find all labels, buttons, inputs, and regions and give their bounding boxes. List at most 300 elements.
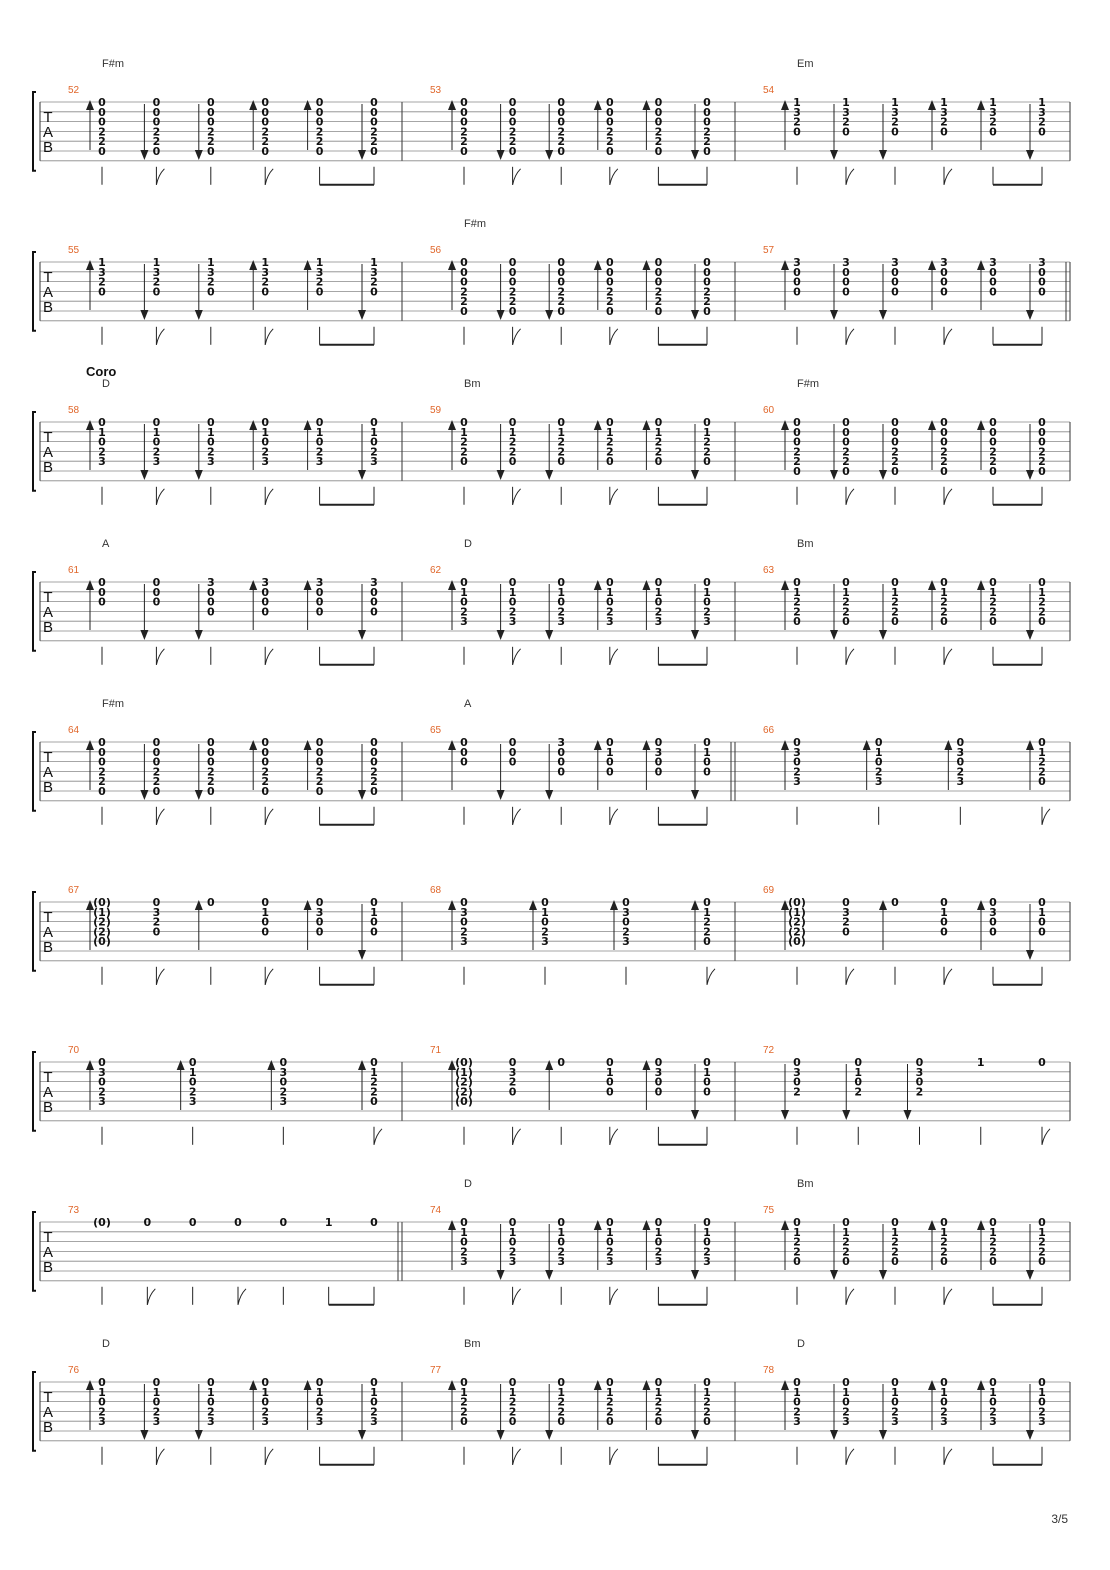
strum-down-arrow — [830, 470, 838, 480]
strum-down-arrow — [1026, 630, 1034, 640]
fret-number: 0 — [315, 915, 324, 929]
fret-number: 0 — [654, 305, 663, 318]
strum-down-arrow — [545, 310, 553, 320]
fret-number: 2 — [956, 765, 965, 779]
fret-number: 0 — [605, 145, 614, 158]
fret-number: 2 — [891, 455, 899, 469]
fret-number: 2 — [315, 275, 324, 289]
fret-number: 1 — [854, 1065, 863, 1079]
fret-number: 0 — [508, 275, 517, 289]
fret-number: 0 — [508, 105, 517, 119]
fret-number: 0 — [891, 275, 899, 289]
fret-number: 2 — [206, 275, 215, 289]
fret-number: 2 — [370, 775, 378, 789]
fret-number: 2 — [940, 455, 948, 469]
strum-up-arrow — [928, 420, 936, 430]
fret-number: 0 — [460, 115, 468, 129]
fret-number: 0 — [152, 576, 161, 589]
tab-clef-letter: T — [43, 429, 53, 446]
fret-number: 2 — [842, 445, 850, 459]
fret-number: 0 — [605, 1415, 614, 1429]
strum-down-arrow — [691, 1430, 699, 1440]
tab-clef-letter: A — [42, 284, 54, 301]
fret-number: 0 — [370, 605, 378, 619]
chord-name: Em — [797, 58, 814, 70]
fret-number: 0 — [206, 595, 215, 609]
fret-number: 0 — [940, 615, 948, 629]
fret-number: 0 — [654, 275, 663, 289]
fret-number: 2 — [793, 595, 801, 609]
fret-number: 2 — [206, 125, 215, 139]
fret-number: 1 — [206, 256, 215, 269]
fret-number: 0 — [315, 785, 324, 798]
fret-number: 0 — [915, 1056, 924, 1069]
fret-number: 3 — [891, 105, 899, 119]
fret-number: 2 — [842, 1405, 850, 1419]
fret-number: 0 — [940, 125, 948, 139]
fret-number: (0) — [455, 1056, 473, 1069]
strum-up-arrow — [448, 100, 456, 110]
fret-number: 2 — [152, 125, 161, 139]
fret-number: 0 — [703, 595, 711, 609]
strum-up-arrow — [448, 900, 456, 910]
fret-number: 1 — [891, 96, 899, 109]
fret-number: 0 — [703, 765, 711, 779]
fret-number: 0 — [891, 615, 899, 629]
fret-number: 2 — [654, 135, 663, 149]
fret-number: 0 — [1038, 285, 1046, 299]
strum-up-arrow — [448, 260, 456, 270]
measure-number: 60 — [763, 405, 775, 416]
system-bracket — [33, 92, 36, 171]
fret-number: 1 — [940, 585, 948, 599]
note-flag — [610, 169, 618, 185]
fret-number: 0 — [654, 455, 663, 469]
fret-number: 0 — [654, 765, 663, 779]
fret-number: 0 — [793, 275, 801, 289]
fret-number: 2 — [98, 445, 106, 459]
fret-number: 0 — [370, 105, 378, 119]
strum-up-arrow — [448, 420, 456, 430]
fret-number: 3 — [989, 905, 997, 919]
strum-down-arrow — [497, 790, 505, 800]
fret-number: 3 — [370, 265, 378, 279]
fret-number: 0 — [605, 765, 614, 779]
fret-number: 0 — [1038, 736, 1046, 749]
fret-number: 0 — [261, 285, 270, 299]
fret-number: 2 — [206, 775, 215, 789]
fret-number: 2 — [460, 445, 468, 459]
fret-number: 3 — [370, 576, 378, 589]
fret-number: 0 — [1038, 576, 1046, 589]
fret-number: 0 — [703, 455, 711, 469]
note-flag — [1042, 809, 1050, 825]
fret-number: 0 — [460, 145, 468, 158]
fret-number: 2 — [703, 925, 711, 939]
fret-number: 0 — [206, 896, 215, 909]
fret-number: 2 — [654, 125, 663, 139]
fret-number: 1 — [98, 1385, 106, 1399]
strum-down-arrow — [358, 630, 366, 640]
fret-number: 2 — [1038, 455, 1046, 469]
fret-number: 0 — [605, 455, 614, 469]
fret-number: 0 — [98, 736, 106, 749]
fret-number: 2 — [703, 125, 711, 139]
fret-number: (2) — [455, 1075, 473, 1089]
fret-number: 0 — [541, 915, 549, 929]
strum-down-arrow — [497, 310, 505, 320]
strum-down-arrow — [691, 630, 699, 640]
fret-number: 0 — [98, 416, 106, 429]
note-flag — [156, 1449, 164, 1465]
fret-number: 2 — [654, 445, 663, 459]
note-flag — [156, 649, 164, 665]
fret-number: 0 — [460, 265, 468, 279]
fret-number: 2 — [152, 765, 161, 779]
fret-number: 0 — [703, 1056, 711, 1069]
fret-number: 0 — [557, 115, 566, 129]
note-flag — [944, 649, 952, 665]
note-flag — [265, 809, 273, 825]
strum-down-arrow — [545, 470, 553, 480]
fret-number: 3 — [152, 455, 161, 469]
note-flag — [156, 489, 164, 505]
fret-number: 2 — [206, 445, 215, 459]
fret-number: 0 — [793, 736, 801, 749]
fret-number: 0 — [940, 1395, 948, 1409]
tab-clef-letter: B — [42, 939, 54, 956]
strum-up-arrow — [781, 100, 789, 110]
fret-number: 0 — [315, 96, 324, 109]
strum-up-arrow — [195, 900, 203, 910]
fret-number: 0 — [315, 105, 324, 119]
tab-clef-letter: T — [43, 1389, 53, 1406]
system-bracket — [33, 1372, 36, 1451]
fret-number: 1 — [605, 585, 614, 599]
fret-number: 3 — [793, 775, 801, 789]
fret-number: 3 — [98, 1095, 106, 1109]
strum-down-arrow — [140, 470, 148, 480]
fret-number: 0 — [557, 755, 566, 769]
measure-number: 74 — [430, 1205, 442, 1216]
fret-number: 2 — [703, 915, 711, 929]
fret-number: 0 — [206, 435, 215, 449]
fret-number: 0 — [460, 576, 468, 589]
fret-number: 0 — [261, 605, 270, 619]
note-flag — [513, 489, 521, 505]
fret-number: 0 — [261, 585, 270, 599]
fret-number: 1 — [605, 745, 614, 759]
fret-number: (0) — [93, 896, 111, 909]
chord-name: D — [797, 1338, 805, 1350]
fret-number: 0 — [557, 256, 566, 269]
fret-number: 2 — [557, 1395, 566, 1409]
fret-number: 0 — [793, 416, 801, 429]
measure-number: 75 — [763, 1205, 775, 1216]
fret-number: 2 — [793, 1245, 801, 1259]
fret-number: 0 — [940, 265, 948, 279]
tab-clef-letter: T — [43, 589, 53, 606]
fret-number: 0 — [891, 896, 899, 909]
fret-number: 0 — [605, 576, 614, 589]
fret-number: 3 — [315, 455, 324, 469]
fret-number: 0 — [143, 1216, 152, 1229]
strum-down-arrow — [358, 470, 366, 480]
fret-number: 0 — [541, 896, 549, 909]
fret-number: 0 — [98, 755, 106, 769]
fret-number: 2 — [508, 285, 517, 299]
fret-number: 1 — [1038, 745, 1046, 759]
fret-number: 3 — [703, 615, 711, 629]
fret-number: 0 — [188, 1075, 197, 1089]
fret-number: 3 — [98, 1415, 106, 1429]
strum-down-arrow — [358, 310, 366, 320]
fret-number: 0 — [793, 1255, 801, 1269]
measure-number: 63 — [763, 565, 775, 576]
strum-down-arrow — [497, 150, 505, 160]
fret-number: 2 — [557, 295, 566, 309]
note-flag — [513, 1129, 521, 1145]
fret-number: 0 — [206, 96, 215, 109]
fret-number: 1 — [98, 256, 106, 269]
strum-up-arrow — [781, 580, 789, 590]
note-flag — [846, 1289, 854, 1305]
fret-number: 3 — [279, 1065, 288, 1079]
fret-number: 0 — [956, 736, 965, 749]
fret-number: 2 — [557, 285, 566, 299]
fret-number: 0 — [793, 755, 801, 769]
note-flag — [610, 489, 618, 505]
fret-number: 0 — [1038, 425, 1046, 439]
fret-number: 0 — [891, 1376, 899, 1389]
fret-number: 1 — [842, 1385, 850, 1399]
fret-number: 1 — [940, 1385, 948, 1399]
note-flag — [610, 329, 618, 345]
fret-number: 2 — [508, 1245, 517, 1259]
fret-number: 2 — [315, 1405, 324, 1419]
strum-up-arrow — [642, 1220, 650, 1230]
fret-number: 0 — [261, 915, 270, 929]
fret-number: 2 — [557, 605, 566, 619]
fret-number: 0 — [989, 915, 997, 929]
fret-number: 2 — [460, 135, 468, 149]
fret-number: (0) — [455, 1095, 473, 1109]
fret-number: 2 — [891, 445, 899, 459]
fret-number: 2 — [152, 775, 161, 789]
strum-down-arrow — [140, 150, 148, 160]
fret-number: 0 — [370, 285, 378, 299]
fret-number: 1 — [261, 256, 270, 269]
fret-number: 1 — [654, 585, 663, 599]
fret-number: 0 — [370, 785, 378, 798]
strum-down-arrow — [830, 630, 838, 640]
fret-number: 0 — [557, 1235, 566, 1249]
fret-number: 1 — [793, 1385, 801, 1399]
measure-number: 77 — [430, 1365, 442, 1376]
strum-down-arrow — [195, 150, 203, 160]
fret-number: 0 — [206, 755, 215, 769]
fret-number: 0 — [557, 275, 566, 289]
fret-number: 2 — [703, 285, 711, 299]
fret-number: 3 — [940, 105, 948, 119]
fret-number: 2 — [370, 1085, 378, 1099]
fret-number: 1 — [940, 96, 948, 109]
fret-number: 1 — [261, 425, 270, 439]
fret-number: 0 — [508, 1085, 517, 1099]
fret-number: 0 — [1038, 275, 1046, 289]
fret-number: 1 — [793, 585, 801, 599]
fret-number: 0 — [152, 745, 161, 759]
fret-number: 0 — [654, 1056, 663, 1069]
strum-up-arrow — [304, 260, 312, 270]
fret-number: 1 — [605, 425, 614, 439]
fret-number: 1 — [842, 1225, 850, 1239]
fret-number: (1) — [93, 905, 111, 919]
fret-number: 3 — [622, 935, 630, 949]
fret-number: 0 — [793, 576, 801, 589]
strum-up-arrow — [86, 1380, 94, 1390]
strum-down-arrow — [830, 310, 838, 320]
strum-up-arrow — [977, 580, 985, 590]
fret-number: 0 — [940, 1255, 948, 1269]
fret-number: 2 — [279, 1085, 288, 1099]
fret-number: 0 — [557, 96, 566, 109]
fret-number: 1 — [1038, 96, 1046, 109]
fret-number: 0 — [793, 1216, 801, 1229]
note-flag — [846, 169, 854, 185]
fret-number: 0 — [152, 755, 161, 769]
fret-number: 2 — [206, 765, 215, 779]
fret-number: 3 — [654, 615, 663, 629]
fret-number: 1 — [989, 96, 997, 109]
fret-number: 2 — [261, 1405, 270, 1419]
chord-name: F#m — [102, 698, 124, 710]
fret-number: 0 — [98, 1395, 106, 1409]
fret-number: 0 — [279, 1075, 288, 1089]
fret-number: 0 — [261, 145, 270, 158]
fret-number: 0 — [152, 435, 161, 449]
fret-number: 0 — [460, 455, 468, 469]
fret-number: 0 — [940, 425, 948, 439]
fret-number: 0 — [654, 1075, 663, 1089]
section-label: Coro — [86, 364, 117, 379]
fret-number: 3 — [940, 256, 948, 269]
strum-up-arrow — [249, 580, 257, 590]
strum-up-arrow — [594, 420, 602, 430]
note-flag — [374, 1129, 382, 1145]
fret-number: 0 — [989, 925, 997, 939]
strum-down-arrow — [879, 630, 887, 640]
fret-number: 2 — [654, 1395, 663, 1409]
fret-number: 2 — [989, 1245, 997, 1259]
fret-number: 1 — [654, 1225, 663, 1239]
fret-number: 2 — [940, 595, 948, 609]
fret-number: 3 — [989, 256, 997, 269]
fret-number: 1 — [261, 905, 270, 919]
strum-down-arrow — [545, 150, 553, 160]
fret-number: 0 — [315, 896, 324, 909]
fret-number: 0 — [940, 465, 948, 478]
fret-number: 0 — [152, 115, 161, 129]
strum-down-arrow — [195, 790, 203, 800]
strum-up-arrow — [781, 740, 789, 750]
measure-number: 52 — [68, 85, 80, 96]
fret-number: 0 — [605, 115, 614, 129]
fret-number: 1 — [370, 256, 378, 269]
fret-number: 0 — [152, 925, 161, 939]
strum-down-arrow — [358, 950, 366, 960]
strum-up-arrow — [928, 260, 936, 270]
fret-number: 2 — [654, 605, 663, 619]
fret-number: 0 — [605, 256, 614, 269]
note-flag — [846, 1449, 854, 1465]
fret-number: 0 — [793, 125, 801, 139]
fret-number: 0 — [206, 1376, 215, 1389]
strum-down-arrow — [879, 1430, 887, 1440]
fret-number: 0 — [460, 256, 468, 269]
fret-number: 3 — [152, 265, 161, 279]
fret-number: 2 — [557, 125, 566, 139]
fret-number: 0 — [206, 145, 215, 158]
strum-up-arrow — [86, 260, 94, 270]
fret-number: 0 — [703, 736, 711, 749]
fret-number: 0 — [261, 435, 270, 449]
fret-number: 0 — [261, 896, 270, 909]
strum-down-arrow — [497, 630, 505, 640]
fret-number: 0 — [508, 745, 517, 759]
fret-number: 2 — [508, 1075, 517, 1089]
fret-number: 0 — [842, 265, 850, 279]
fret-number: 3 — [206, 1415, 215, 1429]
system-bracket — [33, 572, 36, 651]
fret-number: 2 — [508, 435, 517, 449]
fret-number: 0 — [152, 785, 161, 798]
measure-number: 69 — [763, 885, 775, 896]
fret-number: 1 — [654, 1385, 663, 1399]
note-flag — [513, 329, 521, 345]
fret-number: 0 — [703, 265, 711, 279]
fret-number: 1 — [152, 256, 161, 269]
note-flag — [707, 969, 715, 985]
fret-number: 2 — [152, 275, 161, 289]
fret-number: 1 — [842, 96, 850, 109]
fret-number: 2 — [605, 445, 614, 459]
fret-number: 0 — [152, 285, 161, 299]
strum-up-arrow — [642, 100, 650, 110]
strum-up-arrow — [610, 900, 618, 910]
strum-down-arrow — [195, 1430, 203, 1440]
fret-number: 0 — [654, 1235, 663, 1249]
fret-number: 2 — [460, 1395, 468, 1409]
fret-number: 0 — [508, 455, 517, 469]
fret-number: 0 — [654, 265, 663, 279]
fret-number: 0 — [605, 595, 614, 609]
fret-number: 0 — [605, 736, 614, 749]
fret-number: 1 — [261, 1385, 270, 1399]
fret-number: 0 — [654, 1415, 663, 1429]
strum-down-arrow — [497, 470, 505, 480]
fret-number: 3 — [654, 1065, 663, 1079]
fret-number: 0 — [370, 435, 378, 449]
fret-number: 0 — [460, 1415, 468, 1429]
fret-number: (2) — [93, 915, 111, 929]
fret-number: 0 — [206, 605, 215, 619]
strum-down-arrow — [545, 790, 553, 800]
fret-number: 0 — [842, 1395, 850, 1409]
fret-number: 1 — [508, 585, 517, 599]
fret-number: 0 — [370, 755, 378, 769]
fret-number: 0 — [508, 1415, 517, 1429]
